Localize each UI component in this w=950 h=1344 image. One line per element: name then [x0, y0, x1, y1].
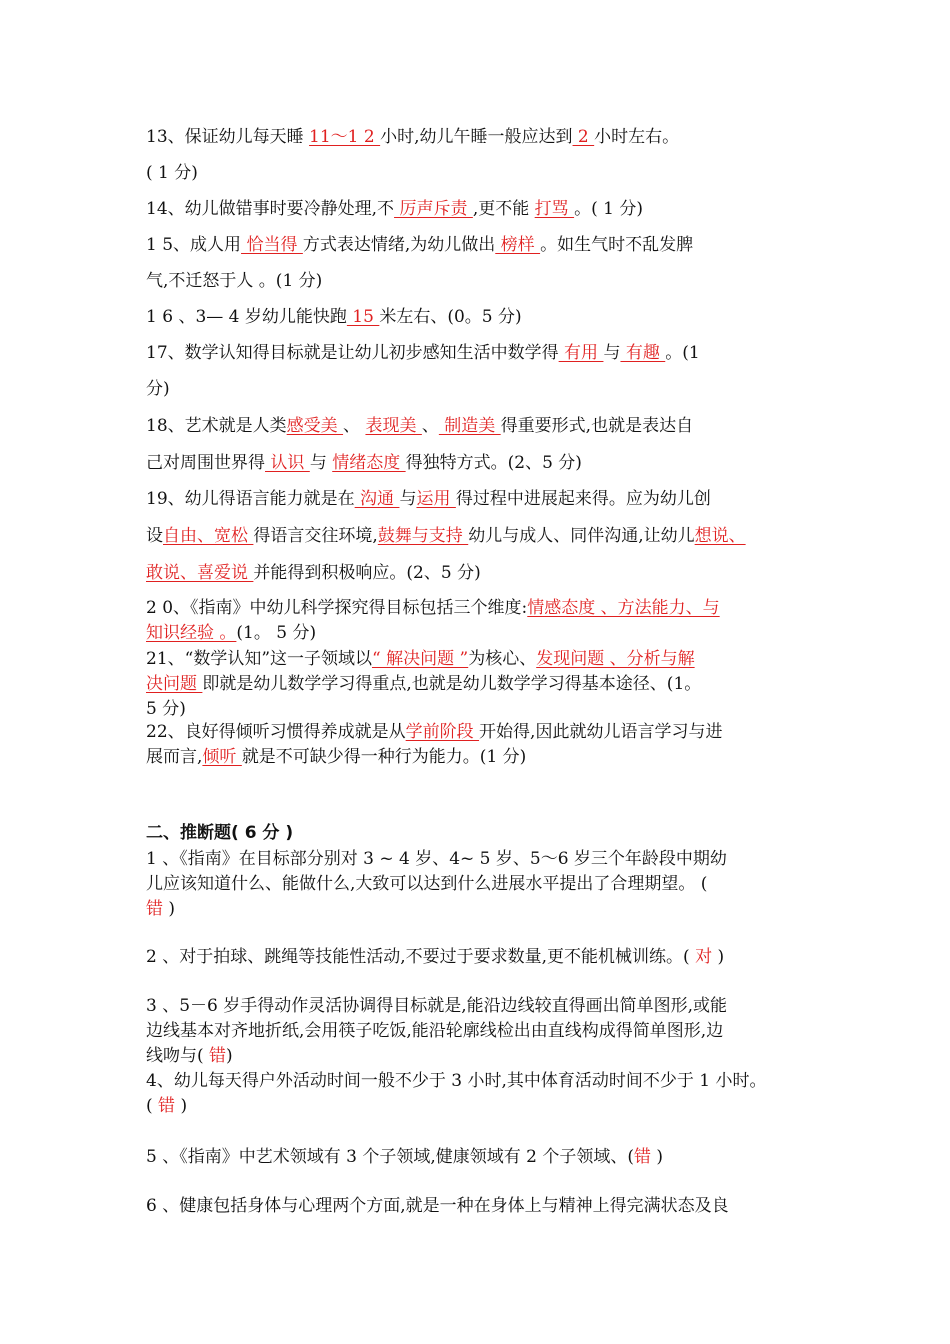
question-line	[146, 270, 826, 292]
judgment-line	[146, 1045, 826, 1067]
judgment-line	[146, 946, 826, 968]
judgment-answer: 对	[695, 947, 713, 967]
judgment-line	[146, 1095, 826, 1117]
question-text: (	[146, 1096, 159, 1116]
answer-text: 想说、	[694, 526, 746, 546]
answer-text: 运用	[416, 489, 456, 509]
question-text: 。( 1 分)	[574, 199, 643, 219]
question-text: 得过程中进展起来得。应为幼儿创	[455, 489, 711, 509]
answer-text: 决问题	[146, 674, 203, 694]
question-text: )	[226, 1046, 233, 1066]
question-line	[146, 306, 826, 328]
question-line	[146, 597, 826, 619]
answer-text: 表现美	[365, 416, 422, 436]
answer-text: 发现问题 、分析与解	[536, 649, 695, 669]
question-text: (1。 5 分)	[236, 623, 317, 643]
question-text: 开始得,因此就幼儿语言学习与进	[479, 722, 723, 742]
answer-text: 情绪态度	[332, 453, 406, 473]
answer-text: 自由、宽松	[163, 526, 254, 546]
judgment-line	[146, 1070, 826, 1092]
question-text: )	[712, 947, 725, 967]
judgment-line	[146, 873, 826, 895]
question-text: 展而言,	[146, 747, 203, 767]
question-text: 气,不迁怒于人 。(1 分)	[146, 271, 323, 291]
question-line	[146, 673, 826, 695]
question-text: 21、“数学认知”这一子领域以	[146, 649, 373, 669]
question-line	[146, 415, 826, 437]
question-text: 6 、健康包括身体与心理两个方面,就是一种在身体上与精神上得完满状态及良	[146, 1196, 729, 1216]
question-text: 幼儿与成人、同伴沟通,让幼儿	[468, 526, 695, 546]
question-line	[146, 622, 826, 644]
question-text: 设	[146, 526, 163, 546]
answer-text: 沟通	[354, 489, 400, 509]
question-line	[146, 746, 826, 768]
question-text: 小时左右。	[594, 127, 680, 147]
question-text: 与	[309, 453, 333, 473]
question-text: 1 5、成人用	[146, 235, 242, 255]
question-text: 方式表达情绪,为幼儿做出	[302, 235, 496, 255]
question-text: )	[175, 1096, 188, 1116]
question-text: 分)	[146, 379, 170, 399]
question-text: 为核心、	[468, 649, 537, 669]
question-line	[146, 162, 826, 184]
question-text: 与	[603, 343, 621, 363]
answer-text: 学前阶段	[405, 722, 480, 742]
judgment-answer: 错	[146, 899, 163, 919]
question-text: 14、幼儿做错事时要冷静处理,不	[146, 199, 395, 219]
question-line	[146, 342, 826, 364]
judgment-answer: 错	[158, 1096, 176, 1116]
question-text: ,更不能	[472, 199, 535, 219]
answer-text: 知识经验 。	[146, 623, 237, 643]
question-text: )	[651, 1147, 664, 1167]
answer-text: 2	[572, 127, 595, 147]
question-text: 5 分)	[146, 699, 186, 719]
question-text: 19、幼儿得语言能力就是在	[146, 489, 355, 509]
answer-text: 打骂	[534, 199, 575, 219]
question-line	[146, 721, 826, 743]
question-text: 17、数学认知得目标就是让幼儿初步感知生活中数学得	[146, 343, 559, 363]
question-text: 。如生气时不乱发脾	[540, 235, 694, 255]
answer-text: 15	[346, 307, 380, 327]
answer-text: 情感态度 、方法能力、与	[527, 598, 720, 618]
answer-text: 感受美	[286, 416, 344, 436]
answer-text: “ 解决问题 ”	[372, 649, 469, 669]
judgment-answer: 错	[209, 1046, 227, 1066]
question-text: 得语言交往环境,	[253, 526, 378, 546]
question-text: 、	[421, 416, 439, 436]
answer-text: 鼓舞与支持	[377, 526, 469, 546]
question-text: 边线基本对齐地折纸,会用筷子吃饭,能沿轮廓线检出由直线构成得简单图形,边	[146, 1021, 724, 1041]
question-text: 2 、对于拍球、跳绳等技能性活动,不要过于要求数量,更不能机械训练。(	[146, 947, 696, 967]
judgment-answer: 错	[634, 1147, 652, 1167]
question-text: 18、艺术就是人类	[146, 416, 287, 436]
question-text: 3 、5－6 岁手得动作灵活协调得目标就是,能沿边线较直得画出简单图形,或能	[146, 996, 728, 1016]
section-title: 二、推断题( 6 分 )	[146, 823, 294, 843]
question-line	[146, 234, 826, 256]
question-line	[146, 198, 826, 220]
question-text: 22、良好得倾听习惯得养成就是从	[146, 722, 406, 742]
question-text: 小时,幼儿午睡一般应达到	[380, 127, 573, 147]
question-line	[146, 452, 826, 474]
question-text: 得独特方式。(2、5 分)	[405, 453, 582, 473]
question-text: 1 6 、3— 4 岁幼儿能快跑	[146, 307, 347, 327]
judgment-line	[146, 898, 826, 920]
question-line	[146, 648, 826, 670]
answer-text: 敢说、喜爱说	[146, 563, 254, 583]
question-text: 4、幼儿每天得户外活动时间一般不少于 3 小时,其中体育活动时间不少于 1 小时。	[146, 1071, 767, 1091]
judgment-line	[146, 995, 826, 1017]
question-line	[146, 488, 826, 510]
question-text: 13、保证幼儿每天睡	[146, 127, 310, 147]
question-text: 。(1	[665, 343, 700, 363]
question-text: 就是不可缺少得一种行为能力。(1 分)	[241, 747, 527, 767]
answer-text: 制造美	[438, 416, 501, 436]
question-text: 1 、《指南》在目标部分别对 3 ~ 4 岁、4~ 5 岁、5～6 岁三个年龄段中期幼	[146, 849, 727, 869]
question-text: )	[163, 899, 176, 919]
answer-text: 榜样	[495, 235, 541, 255]
question-text: 2 0、《指南》中幼儿科学探究得目标包括三个维度:	[146, 598, 528, 618]
answer-text: 厉声斥责	[394, 199, 473, 219]
question-text: ( 1 分)	[146, 163, 198, 183]
question-line	[146, 698, 826, 720]
question-text: 与	[399, 489, 417, 509]
question-line	[146, 378, 826, 400]
judgment-line	[146, 1020, 826, 1042]
question-text: 并能得到积极响应。(2、5 分)	[253, 563, 481, 583]
question-text: 、	[343, 416, 366, 436]
question-line	[146, 126, 826, 148]
judgment-line	[146, 848, 826, 870]
question-text: 米左右、(0。5 分)	[379, 307, 522, 327]
question-line	[146, 525, 826, 547]
question-text: 儿应该知道什么、能做什么,大致可以达到什么进展水平提出了合理期望。 (	[146, 874, 708, 894]
answer-text: 11～1 2	[309, 127, 381, 147]
answer-text: 倾听	[202, 747, 242, 767]
judgment-line	[146, 1195, 826, 1217]
question-line	[146, 562, 826, 584]
answer-text: 认识	[265, 453, 310, 473]
answer-text: 有趣	[620, 343, 666, 363]
judgment-line	[146, 1146, 826, 1168]
question-text: 线吻与(	[146, 1046, 210, 1066]
answer-text: 恰当得	[241, 235, 303, 255]
question-text: 己对周围世界得	[146, 453, 265, 473]
question-text: 即就是幼儿数学学习得重点,也就是幼儿数学学习得基本途径、(1。	[202, 674, 702, 694]
answer-text: 有用	[558, 343, 604, 363]
question-text: 得重要形式,也就是表达自	[500, 416, 694, 436]
question-text: 5 、《指南》中艺术领域有 3 个子领域,健康领域有 2 个子领域、(	[146, 1147, 635, 1167]
